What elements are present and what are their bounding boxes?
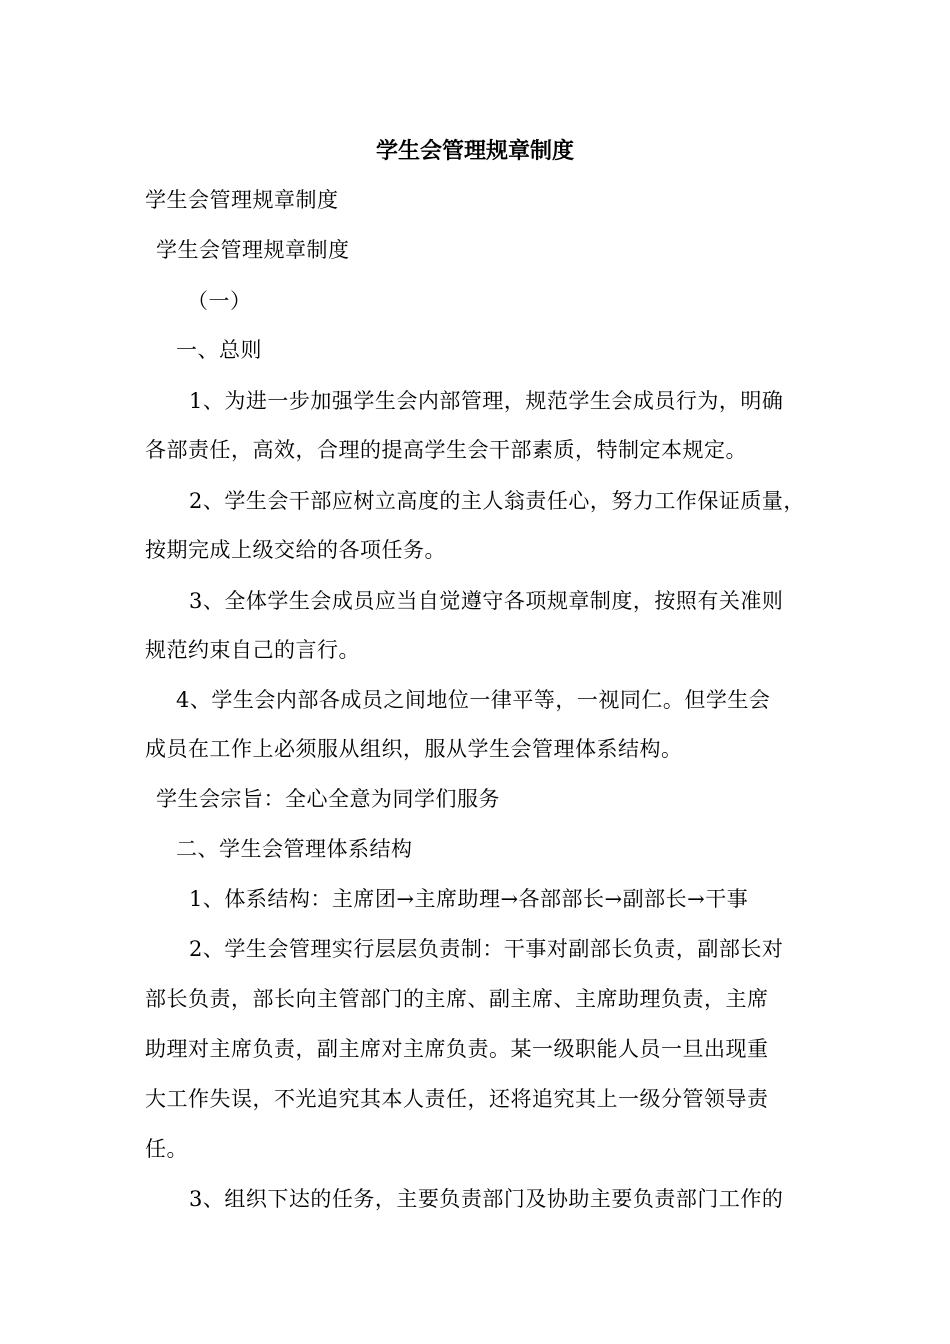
paragraph-line: 部长负责，部长向主管部门的主席、副主席、主席助理负责，主席 [145, 987, 769, 1011]
paragraph-line: 各部责任，高效，合理的提高学生会干部素质，特制定本规定。 [145, 438, 747, 462]
paragraph-line: （一） [187, 289, 252, 313]
paragraph-line: 规范约束自己的言行。 [145, 638, 360, 662]
paragraph-line: 3、全体学生会成员应当自觉遵守各项规章制度，按照有关准则 [189, 589, 784, 613]
paragraph-line: 按期完成上级交给的各项任务。 [145, 538, 446, 562]
paragraph-line: 助理对主席负责，副主席对主席负责。某一级职能人员一旦出现重 [145, 1037, 769, 1061]
paragraph-line: 学生会管理规章制度 [156, 238, 350, 262]
paragraph-line: 学生会管理规章制度 [145, 188, 339, 212]
paragraph-line: 3、组织下达的任务，主要负责部门及协助主要负责部门工作的 [189, 1187, 784, 1211]
paragraph-line: 任。 [145, 1137, 188, 1161]
section-heading: 二、学生会管理体系结构 [176, 837, 413, 861]
paragraph-line: 4、学生会内部各成员之间地位一律平等，一视同仁。但学生会 [176, 688, 771, 712]
paragraph-line: 成员在工作上必须服从组织，服从学生会管理体系结构。 [145, 737, 683, 761]
paragraph-line: 2、学生会干部应树立高度的主人翁责任心，努力工作保证质量， [189, 489, 805, 513]
paragraph-line: 1、为进一步加强学生会内部管理，规范学生会成员行为，明确 [189, 389, 784, 413]
paragraph-line: 大工作失误，不光追究其本人责任，还将追究其上一级分管领导责 [145, 1087, 769, 1111]
paragraph-line: 学生会宗旨：全心全意为同学们服务 [156, 787, 500, 811]
paragraph-line: 1、体系结构：主席团→主席助理→各部部长→副部长→干事 [189, 887, 749, 911]
document-title: 学生会管理规章制度 [375, 139, 574, 164]
section-heading: 一、总则 [176, 338, 262, 362]
paragraph-line: 2、学生会管理实行层层负责制：干事对副部长负责，副部长对 [189, 937, 784, 961]
